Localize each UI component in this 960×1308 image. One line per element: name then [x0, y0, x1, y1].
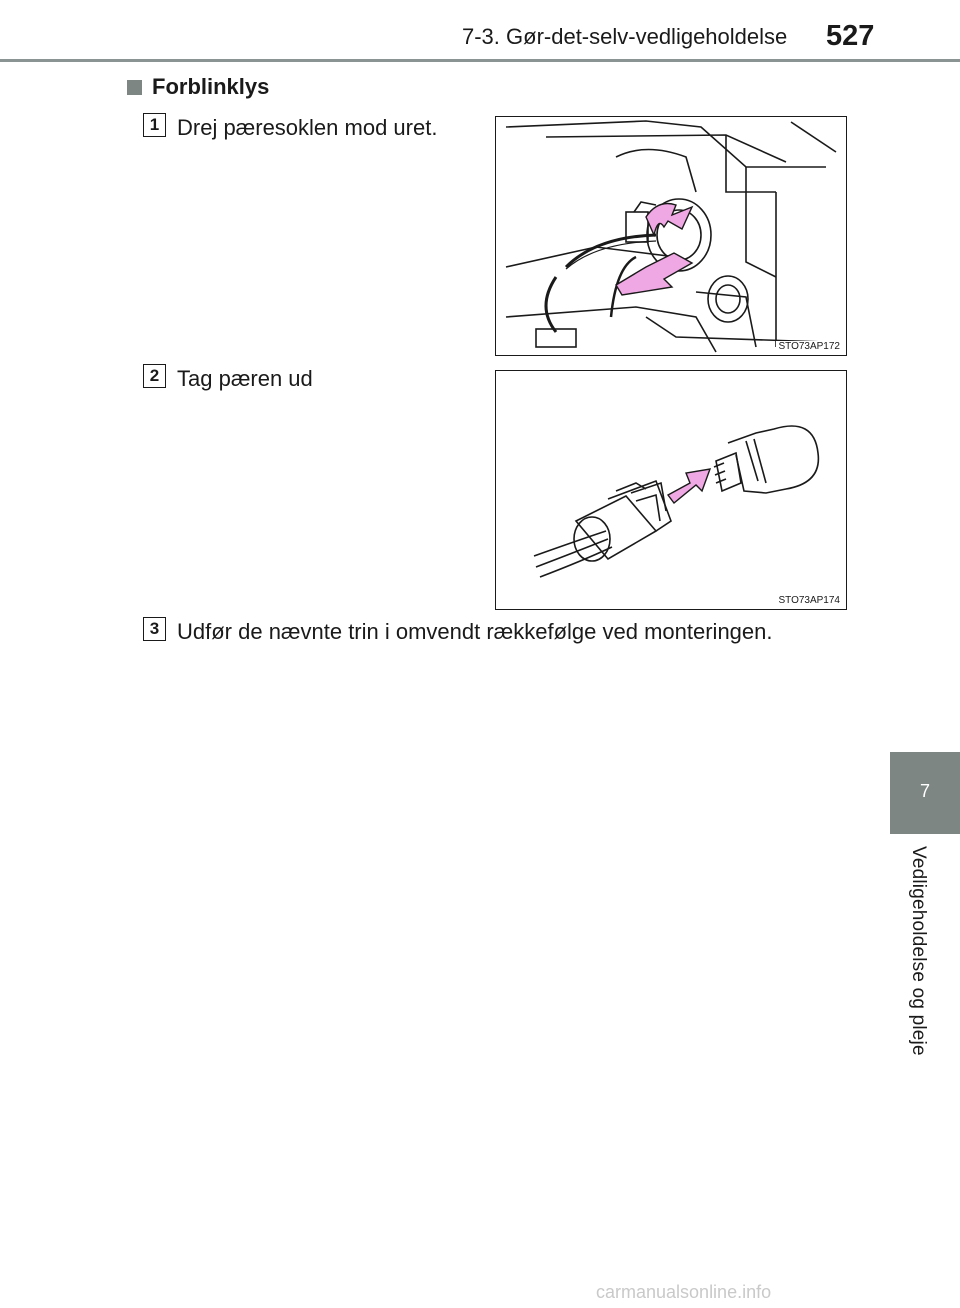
section-heading [127, 74, 269, 100]
step-2-text: Tag pæren ud [177, 366, 313, 391]
watermark: carmanualsonline.info [596, 1282, 772, 1302]
section-heading-text: Forblinklys [152, 74, 270, 99]
figure-2 [495, 370, 847, 610]
bulb-removal-illustration [496, 371, 846, 609]
figure-1 [495, 116, 847, 356]
bullet-square-icon [127, 80, 142, 95]
page-number: 527 [826, 20, 875, 52]
chapter-number: 7 [919, 781, 930, 801]
step-2-number: 2 [143, 364, 166, 388]
chapter-title: Vedligeholdelse og pleje [908, 846, 929, 1056]
step-1-text: Drej pæresoklen mod uret. [177, 115, 438, 140]
step-3-text: Udfør de nævnte trin i omvendt rækkefølge ved monteringen. [177, 619, 773, 644]
chapter-tab[interactable] [890, 752, 960, 834]
header-section-title: 7-3. Gør-det-selv-vedligeholdelse [462, 24, 788, 49]
figure-1-caption: STO73AP172 [778, 341, 840, 352]
step-1-number: 1 [143, 113, 166, 137]
pull-direction-arrow-icon [668, 469, 710, 503]
step-3-number: 3 [143, 617, 166, 641]
bulb-socket-rotate-illustration [496, 117, 846, 355]
figure-2-caption: STO73AP174 [778, 595, 840, 606]
header-rule [0, 59, 960, 62]
